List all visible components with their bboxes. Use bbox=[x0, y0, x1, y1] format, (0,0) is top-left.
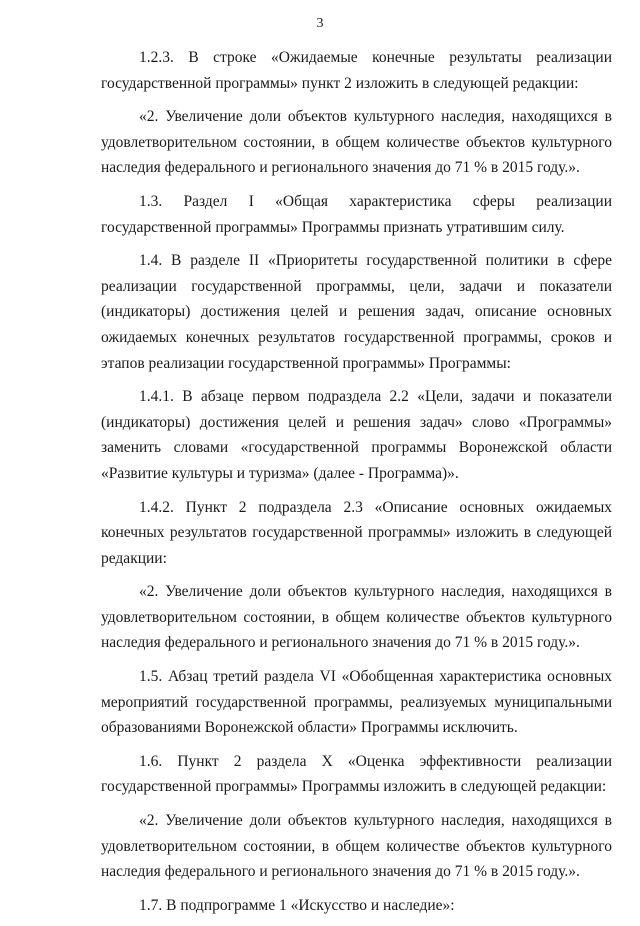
paragraph-1-3: 1.3. Раздел I «Общая характеристика сферы реализации государственной программы» Программы признать утратившим силу. bbox=[101, 192, 612, 236]
paragraph-1-4-1: 1.4.1. В абзаце первом подраздела 2.2 «Цели, задачи и показатели (индикаторы) достижения целей и решения задач» слово «Программы» заменить словами «государственной программы Воронежской области «Развитие культуры и туризма» (далее - Программа)». bbox=[101, 388, 612, 482]
document-body bbox=[101, 45, 612, 926]
paragraph-1-7: 1.7. В подпрограмме 1 «Искусство и наследие»: bbox=[139, 896, 455, 914]
paragraph-1-4: 1.4. В разделе II «Приоритеты государственной политики в сфере реализации государственной программы, цели, задачи и показатели (индикаторы) достижения целей и решения задач, описание основных ожидаемых конечных результатов государственной программы, сроков и этапов реализации государственной программы» Программы: bbox=[101, 252, 612, 372]
paragraph-quote-2: «2. Увеличение доли объектов культурного наследия, находящихся в удовлетворительном состоянии, в общем количестве объектов культурного наследия федерального и регионального значения до 71 % в 2015 году.». bbox=[101, 583, 612, 652]
paragraph-quote-1: «2. Увеличение доли объектов культурного наследия, находящихся в удовлетворительном состоянии, в общем количестве объектов культурного наследия федерального и регионального значения до 71 % в 2015 году.». bbox=[101, 108, 612, 177]
paragraph-1-6: 1.6. Пункт 2 раздела X «Оценка эффективности реализации государственной программы» Программы изложить в следующей редакции: bbox=[101, 752, 612, 796]
page-number: 3 bbox=[316, 16, 324, 31]
paragraph-1-2-3: 1.2.3. В строке «Ожидаемые конечные результаты реализации государственной программы» пункт 2 изложить в следующей редакции: bbox=[101, 49, 612, 92]
paragraph-1-5: 1.5. Абзац третий раздела VI «Обобщенная характеристика основных мероприятий государственной программы, реализуемых муниципальными образованиями Воронежской области» Программы исключить. bbox=[101, 668, 612, 737]
paragraph-1-4-2: 1.4.2. Пункт 2 подраздела 2.3 «Описание основных ожидаемых конечных результатов государственной программы» изложить в следующей редакции: bbox=[101, 498, 612, 567]
paragraph-quote-3: «2. Увеличение доли объектов культурного наследия, находящихся в удовлетворительном состоянии, в общем количестве объектов культурного наследия федерального и регионального значения до 71 % в 2015 году.». bbox=[101, 812, 612, 881]
